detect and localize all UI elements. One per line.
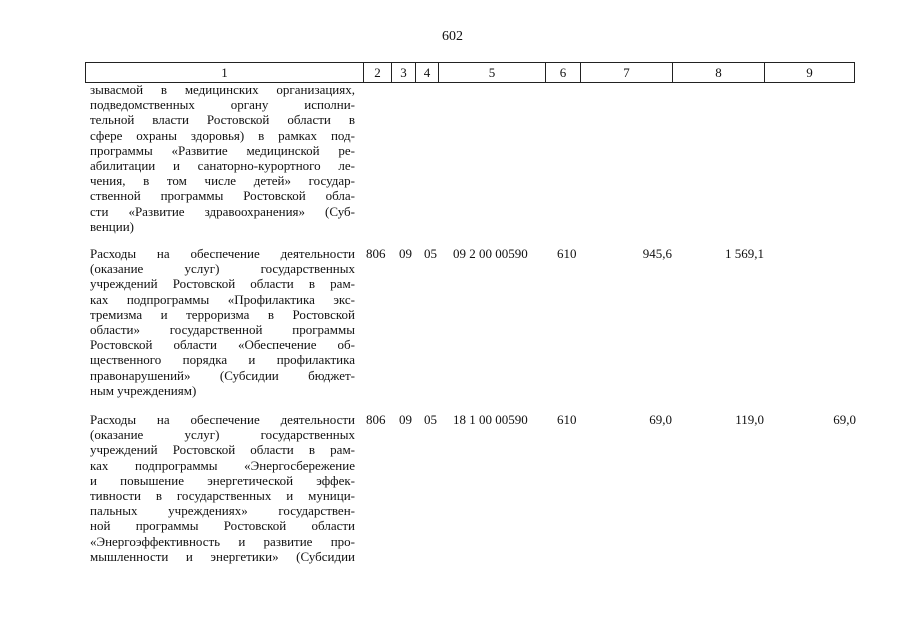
cell-target-article: 09 2 00 00590 — [453, 246, 528, 261]
table-header — [85, 62, 855, 83]
row-description — [90, 412, 355, 564]
desc-line: Расходы на обеспечение деятельности — [90, 246, 355, 261]
header-col-9: 9 — [765, 63, 855, 83]
cell-amount-col7: 945,6 — [642, 246, 672, 261]
cell-ministry-code: 806 — [366, 246, 386, 261]
header-row — [86, 63, 855, 83]
header-col-4: 4 — [416, 63, 439, 83]
desc-line: (оказание услуг) государственных — [90, 427, 355, 443]
header-col-2: 2 — [364, 63, 392, 83]
cell-expense-type: 610 — [557, 412, 577, 427]
header-col-6: 6 — [546, 63, 581, 83]
desc-line: учреждений Ростовской области в рам- — [90, 442, 355, 458]
header-col-5: 5 — [439, 63, 546, 83]
desc-line: пальных учреждениях» государствен- — [90, 503, 355, 519]
desc-line: мышленности и энергетики» (Субсидии — [90, 548, 355, 564]
desc-line: щественного порядка и профилактика — [90, 352, 355, 368]
desc-line: тельной власти Ростовской области в — [90, 112, 355, 128]
desc-line: области» государственной программы — [90, 322, 355, 338]
desc-line: правонарушений» (Субсидии бюджет- — [90, 367, 355, 383]
desc-line: сфере охраны здоровья) в рамках под- — [90, 127, 355, 143]
cell-amount-col8: 119,0 — [735, 412, 764, 427]
cell-amount-col7: 69,0 — [649, 412, 672, 427]
desc-line: тремизма и терроризма в Ростовской — [90, 306, 355, 322]
desc-line: тивности в государственных и муници- — [90, 488, 355, 504]
cell-ministry-code: 806 — [366, 412, 386, 427]
desc-line: подведомственных органу исполни- — [90, 97, 355, 113]
page-number: 602 — [442, 29, 463, 44]
desc-line: ным учреждениям) — [90, 382, 197, 398]
cell-subsection-code: 05 — [424, 412, 437, 427]
desc-line: абилитации и санаторно-курортного ле- — [90, 158, 355, 174]
desc-line: чения, в том числе детей» государ- — [90, 173, 355, 189]
desc-line: программы «Развитие медицинской ре- — [90, 142, 355, 158]
header-col-3: 3 — [392, 63, 416, 83]
header-col-8: 8 — [673, 63, 765, 83]
cell-expense-type: 610 — [557, 246, 577, 261]
desc-line: сти «Развитие здравоохранения» (Суб- — [90, 203, 355, 219]
cell-amount-col8: 1 569,1 — [725, 246, 764, 261]
cell-section-code: 09 — [399, 246, 412, 261]
cell-subsection-code: 05 — [424, 246, 437, 261]
desc-line: венции) — [90, 218, 134, 234]
desc-line: зывасмой в медицинских организациях, — [90, 82, 355, 97]
header-col-1: 1 — [86, 63, 364, 83]
desc-line: Расходы на обеспечение деятельности — [90, 412, 355, 427]
header-col-7: 7 — [581, 63, 673, 83]
desc-line: учреждений Ростовской области в рам- — [90, 276, 355, 292]
row-description — [90, 246, 355, 398]
desc-line: Ростовской области «Обеспечение об- — [90, 337, 355, 353]
cell-amount-col9: 69,0 — [833, 412, 856, 427]
desc-line: (оказание услуг) государственных — [90, 261, 355, 277]
desc-line: и повышение энергетической эффек- — [90, 472, 355, 488]
desc-line: ной программы Ростовской области — [90, 518, 355, 534]
desc-line: ках подпрограммы «Энергосбережение — [90, 457, 355, 473]
desc-line: ственной программы Ростовской обла- — [90, 188, 355, 204]
row-description — [90, 82, 355, 234]
desc-line: «Энергоэффективность и развитие про- — [90, 533, 355, 549]
desc-line: ках подпрограммы «Профилактика экс- — [90, 291, 355, 307]
cell-section-code: 09 — [399, 412, 412, 427]
cell-target-article: 18 1 00 00590 — [453, 412, 528, 427]
